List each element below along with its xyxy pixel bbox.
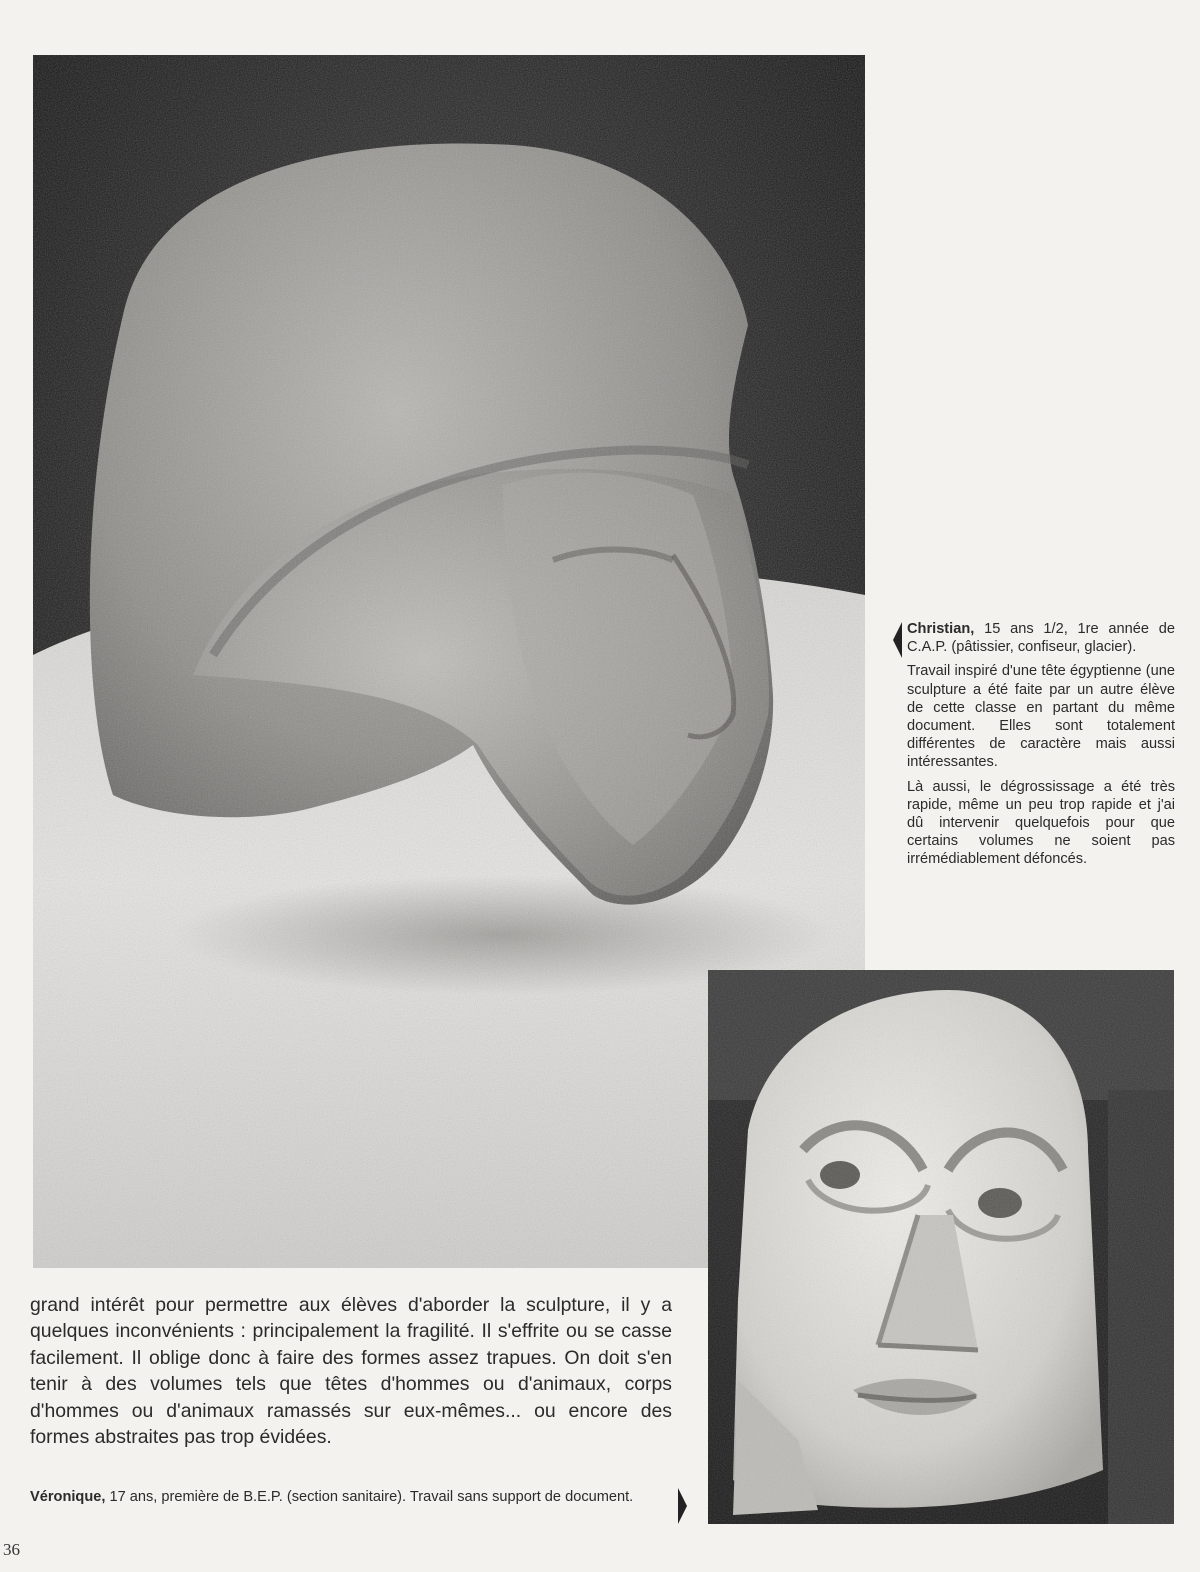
caption-veronique-details: 17 ans, première de B.E.P. (section sanitaire). Travail sans support de document. bbox=[105, 1489, 634, 1505]
caption-christian-details: 15 ans 1/2, 1re année de C.A.P. (pâtissier, confiseur, glacier). bbox=[907, 621, 1175, 656]
caption-pointer-left-icon bbox=[893, 622, 902, 658]
body-text-paragraph: grand intérêt pour permettre aux élèves d'aborder la sculpture, il y a quelques inconvénients : principalement la fragilité. Il s'effrite ou se casse facilement. Il oblige donc à faire des formes assez trapues. On doit s'en tenir à des volumes tels que têtes d'hommes ou d'animaux, corps d'hommes ou d'animaux ramassés sur eux-mêmes... ou encore des formes abstraites pas trop évidées. bbox=[30, 1294, 672, 1449]
caption-christian-name: Christian, bbox=[907, 621, 975, 637]
sculpture-photo-mask-face bbox=[708, 970, 1174, 1524]
caption-christian-paragraph-2: Là aussi, le dégrossissage a été très rapide, même un peu trop rapide et j'ai dû intervenir quelquefois pour que certains volumes ne soient pas irrémédiablement défoncés. bbox=[907, 778, 1175, 868]
page-number: 36 bbox=[3, 1540, 20, 1559]
caption-christian-paragraph-1: Travail inspiré d'une tête égyptienne (une sculpture a été faite par un autre élève de cette classe en partant du même document. Elles sont totalement différentes de caractère mais aussi intéressantes. bbox=[907, 663, 1175, 771]
caption-pointer-right-icon bbox=[678, 1488, 687, 1524]
caption-veronique-name: Véronique, bbox=[30, 1489, 106, 1505]
caption-veronique bbox=[30, 1488, 672, 1506]
caption-christian bbox=[907, 620, 1175, 875]
mask-face-sculpture-photo-icon bbox=[708, 970, 1174, 1524]
caption-christian-intro bbox=[907, 620, 1175, 656]
